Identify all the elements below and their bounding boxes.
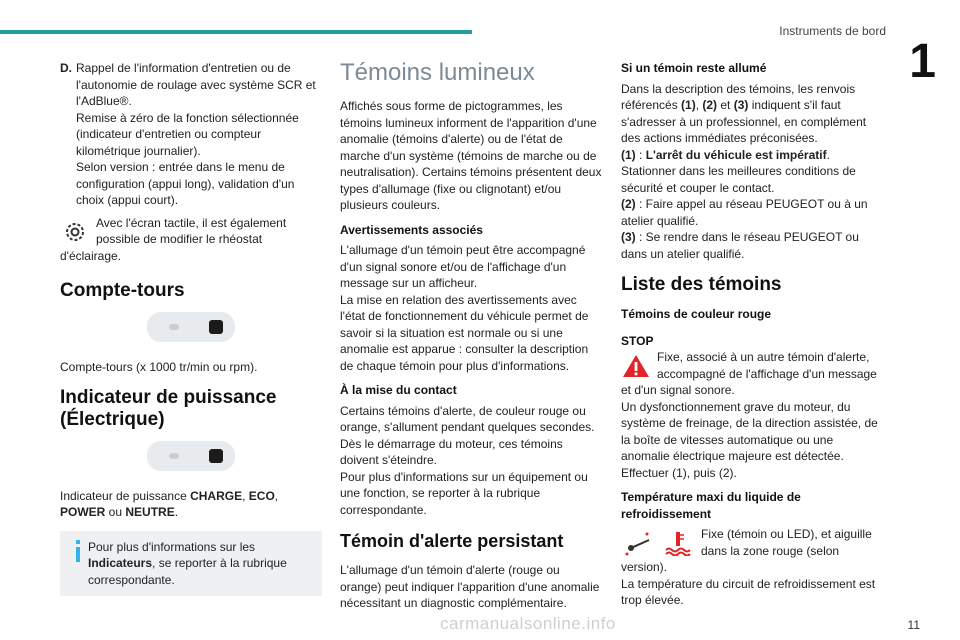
touchscreen-note [60,215,322,265]
associated-warnings-heading: Avertissements associés [340,222,483,237]
item-d-line: Rappel de l'information d'entretien ou de l'autonomie de roulage avec système SCR et l'AdBlue®. [76,61,316,108]
stays-on-heading: Si un témoin reste allumé [621,61,767,75]
item-d [60,60,322,209]
power-indicator-image [147,441,235,471]
intro-paragraph: Affichés sous forme de pictogrammes, les témoins lumineux informent de l'apparition d'une anomalie (témoins d'alerte) ou de l'état de marche d'un système (témoins de marche ou de neutralisation). Certains témoins présentent deux types d'allumage (fixe ou clignotant) et/ou plusieurs couleurs. [340,99,602,212]
rev-counter-caption: Compte-tours (x 1000 tr/min ou rpm). [60,359,258,374]
coolant-temperature-icon [661,528,695,558]
chapter-number: 1 [909,35,936,88]
red-lights-heading: Témoins de couleur rouge [621,307,772,321]
power-indicator-heading: Indicateur de puissance (Électrique) [60,387,277,430]
persistent-warning-heading: Témoin d'alerte persistant [340,531,564,551]
column-2: Témoins lumineux Affichés sous forme de pictogrammes, les témoins lumineux informent de l'apparition d'une anomalie (témoins d'alerte) ou de l'état de marche d'un système (témoins de marche ou de neutralisation). Certains témoins présentent deux types d'allumage (fixe ou clignotant) et/ou plusieurs couleurs. Avertissements associés L'allumage d'un témoin peut être accompagné d'un signal sonore et/ou de l'affichage d'un message sur un afficheur. La mise en relation des avertissements avec l'état de fonctionnement du véhicule permet de savoir si la situation est normale ou si une anomalie est apparue : consulter la description de chaque témoin pour plus d'informations. À la mise du contact Certains témoins d'alerte, de couleur rouge ou orange, s'allument pendant quelques secondes. Dès le démarrage du moteur, ces témoins doivent s'éteindre. Pour plus d'informations sur un équipement ou une fonction, se reporter à la rubrique correspondante. Témoin d'alerte persistant L'allumage d'un témoin d'alerte (rouge ou orange) peut indiquer l'apparition d'une anomalie nécessitant un diagnostic complémentaire. [340,59,602,610]
item-d-line: Remise à zéro de la fonction sélectionnée (indicateur d'entretien ou compteur kilométrique journalier). [76,110,299,158]
section-title: Instruments de bord [779,24,886,38]
reference-1: (1) : L'arrêt du véhicule est impératif. Stationner dans les meilleures conditions de sécurité et couper le contact. [621,147,856,195]
item-d-line: Selon version : entrée dans le menu de configuration (appui long), validation d'un choix (appui court). [76,160,295,207]
item-d-letter: D. [60,61,72,75]
ignition-heading: À la mise du contact [340,383,457,397]
power-indicator-caption: Indicateur de puissance CHARGE, ECO, POWER ou NEUTRE. [60,488,279,519]
reference-3: (3) : Se rendre dans le réseau PEUGEOT ou dans un atelier qualifié. [621,230,859,261]
info-icon [68,539,88,589]
rev-counter-heading: Compte-tours [60,280,185,301]
header-accent-bar [0,30,472,34]
stop-label: STOP [621,333,654,348]
list-heading: Liste des témoins [621,274,782,295]
reference-2: (2) : Faire appel au réseau PEUGEOT ou à un atelier qualifié. [621,197,868,228]
settings-gear-icon [60,217,90,247]
rev-counter-image [147,312,235,342]
warning-triangle-icon [621,351,651,381]
coolant-temp-heading: Température maxi du liquide de refroidissement [621,490,801,521]
page-number: 11 [907,618,920,632]
warning-lights-title: Témoins lumineux [340,59,535,86]
info-box: Pour plus d'informations sur les Indicateurs, se reporter à la rubrique correspondante. [60,531,322,597]
temperature-gauge-icon [621,528,655,558]
touchscreen-text: Avec l'écran tactile, il est également possible de modifier le rhéostat d'éclairage. [60,215,287,263]
watermark: carmanualsonline.info [440,614,616,633]
column-1 [60,60,322,596]
column-3: Si un témoin reste allumé Dans la description des témoins, les renvois référencés (1), (2) et (3) indiquent s'il faut s'adresser à un professionnel, en complément des actions immédiates préconisées. (1) : L'arrêt du véhicule est impératif. Stationner dans les meilleures conditions de sécurité et couper le contact. (2) : Faire appel au réseau PEUGEOT ou à un atelier qualifié. (3) : Se rendre dans le réseau PEUGEOT ou dans un atelier qualifié. Liste des témoins Témoins de couleur rouge STOP Fixe, associé à un autre témoin d'alerte, accompagné de l'affichage d'un message et d'un signal sonore. Un dysfonctionnement grave du moteur, du système de freinage, de la direction assistée, de la boîte de vitesses automatique ou une anomalie électrique majeure est détectée. Effectuer (1), puis (2). Température maxi du liquide de refroidissement Fixe (témoin ou LED), et aiguille dans la zone rouge (selon version). La température du circuit de refroidissement est trop élevée. [621,60,883,615]
